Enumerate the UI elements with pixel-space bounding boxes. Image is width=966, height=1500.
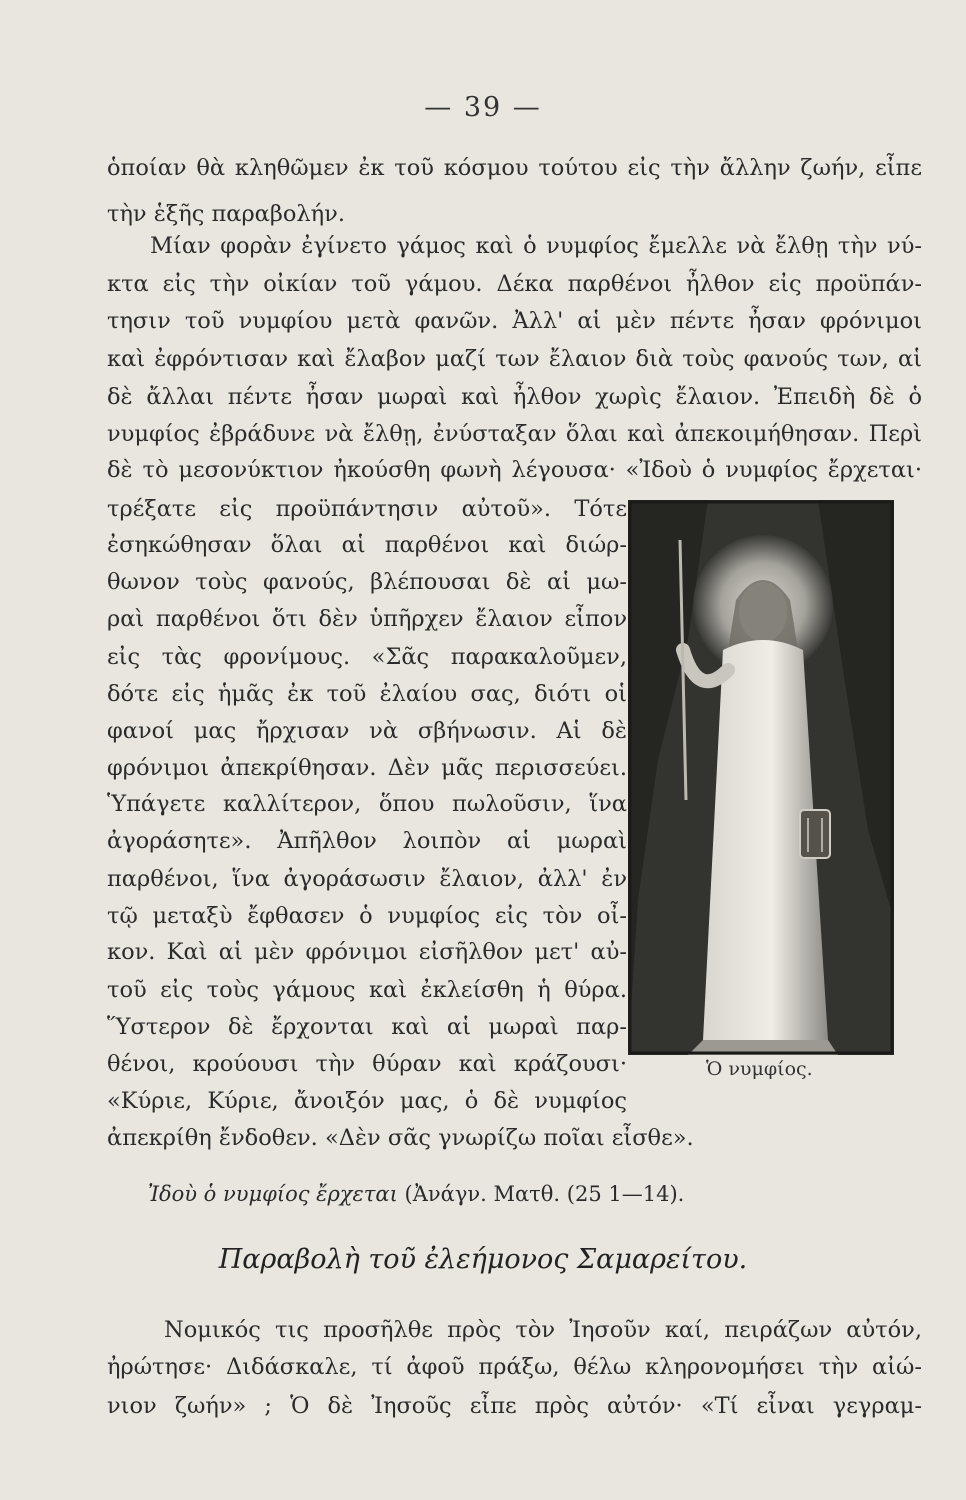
text-line: δὲ ἄλλαι πέντε ἦσαν μωραὶ καὶ ἦλθον χωρὶς ἔλαιον. Ἐπειδὴ δὲ ὁ: [107, 384, 922, 410]
text-line: Ὕστερον δὲ ἔρχονται καὶ αἱ μωραὶ παρ-: [107, 1014, 627, 1040]
text-line: εἰς τὰς φρονίμους. «Σᾶς παρακαλοῦμεν,: [107, 644, 627, 670]
text-line: Μίαν φορὰν ἐγίνετο γάμος καὶ ὁ νυμφίος ἔμελλε νὰ ἔλθῃ τὴν νύ-: [150, 233, 922, 259]
text-line: τοῦ εἰς τοὺς γάμους καὶ ἐκλείσθη ἡ θύρα.: [107, 977, 627, 1003]
text-line: φανοί μας ἤρχισαν νὰ σβήνωσιν. Αἱ δὲ: [107, 718, 627, 744]
text-line: τῷ μεταξὺ ἔφθασεν ὁ νυμφίος εἰς τὸν οἶ-: [107, 903, 627, 929]
text-line: θωνον τοὺς φανούς, βλέπουσαι δὲ αἱ μω-: [107, 569, 627, 595]
text-line: ἠρώτησε· Διδάσκαλε, τί ἀφοῦ πράξω, θέλω κληρονομήσει τὴν αἰώ-: [107, 1354, 922, 1380]
text-line: τησιν τοῦ νυμφίου μετὰ φανῶν. Ἀλλ' αἱ μὲν πέντε ἦσαν φρόνιμοι: [107, 308, 922, 334]
text-line: κτα εἰς τὴν οἰκίαν τοῦ γάμου. Δέκα παρθένοι ἦλθον εἰς προϋπάν-: [107, 271, 922, 297]
text-line: ὁποίαν θὰ κληθῶμεν ἐκ τοῦ κόσμου τούτου εἰς τὴν ἄλλην ζωήν, εἶπε: [107, 155, 922, 181]
text-line: νιον ζωήν» ; Ὁ δὲ Ἰησοῦς εἶπε πρὸς αὐτόν· «Τί εἶναι γεγραμ-: [107, 1393, 922, 1419]
text-line: Ὑπάγετε καλλίτερον, ὅπου πωλοῦσιν, ἵνα: [107, 791, 627, 817]
page-number: — 39 —: [424, 92, 542, 123]
text-line: δὲ τὸ μεσονύκτιον ἠκούσθη φωνὴ λέγουσα· «Ἰδοὺ ὁ νυμφίος ἔρχεται·: [107, 457, 922, 483]
text-line: Νομικός τις προσῆλθε πρὸς τὸν Ἰησοῦν καί, πειράζων αὐτόν,: [164, 1317, 922, 1343]
reference-citation: (Ἀνάγν. Ματθ. (25 1—14).: [404, 1182, 685, 1206]
reference-quote: Ἰδοὺ ὁ νυμφίος ἔρχεται: [148, 1182, 398, 1206]
text-line: ἀγοράσητε». Ἀπῆλθον λοιπὸν αἱ μωραὶ: [107, 828, 627, 854]
text-line: καὶ ἐφρόντισαν καὶ ἔλαβον μαζί των ἔλαιον διὰ τοὺς φανούς των, αἱ: [107, 346, 922, 372]
bridegroom-figure-drawing: [628, 500, 894, 1055]
reading-reference: [148, 1182, 684, 1206]
bridegroom-illustration: [628, 500, 894, 1055]
text-line: τρέξατε εἰς προϋπάντησιν αὐτοῦ». Τότε: [107, 496, 627, 522]
text-line: ἐσηκώθησαν ὅλαι αἱ παρθένοι καὶ διώρ-: [107, 532, 627, 558]
text-line: ἀπεκρίθη ἔνδοθεν. «Δὲν σᾶς γνωρίζω ποῖαι εἶσθε».: [107, 1125, 694, 1151]
text-line: «Κύριε, Κύριε, ἄνοιξόν μας, ὁ δὲ νυμφίος: [107, 1088, 627, 1114]
text-line: παρθένοι, ἵνα ἀγοράσωσιν ἔλαιον, ἀλλ' ἐν: [107, 866, 627, 892]
text-line: τὴν ἑξῆς παραβολήν.: [107, 201, 345, 227]
text-line: νυμφίος ἐβράδυνε νὰ ἔλθῃ, ἐνύσταξαν ὅλαι καὶ ἀπεκοιμήθησαν. Περὶ: [107, 421, 922, 447]
text-line: κον. Καὶ αἱ μὲν φρόνιμοι εἰσῆλθον μετ' αὐ-: [107, 939, 627, 965]
section-heading: Παραβολὴ τοῦ ἐλεήμονος Σαμαρείτου.: [218, 1244, 748, 1275]
text-line: φρόνιμοι ἀπεκρίθησαν. Δὲν μᾶς περισσεύει.: [107, 755, 627, 781]
text-line: ραὶ παρθένοι ὅτι δὲν ὑπῆρχεν ἔλαιον εἶπον: [107, 606, 627, 632]
figure-caption: Ὁ νυμφίος.: [706, 1058, 813, 1080]
text-line: θένοι, κρούουσι τὴν θύραν καὶ κράζουσι·: [107, 1051, 627, 1077]
text-line: δότε εἰς ἡμᾶς ἐκ τοῦ ἐλαίου σας, διότι οἱ: [107, 681, 627, 707]
